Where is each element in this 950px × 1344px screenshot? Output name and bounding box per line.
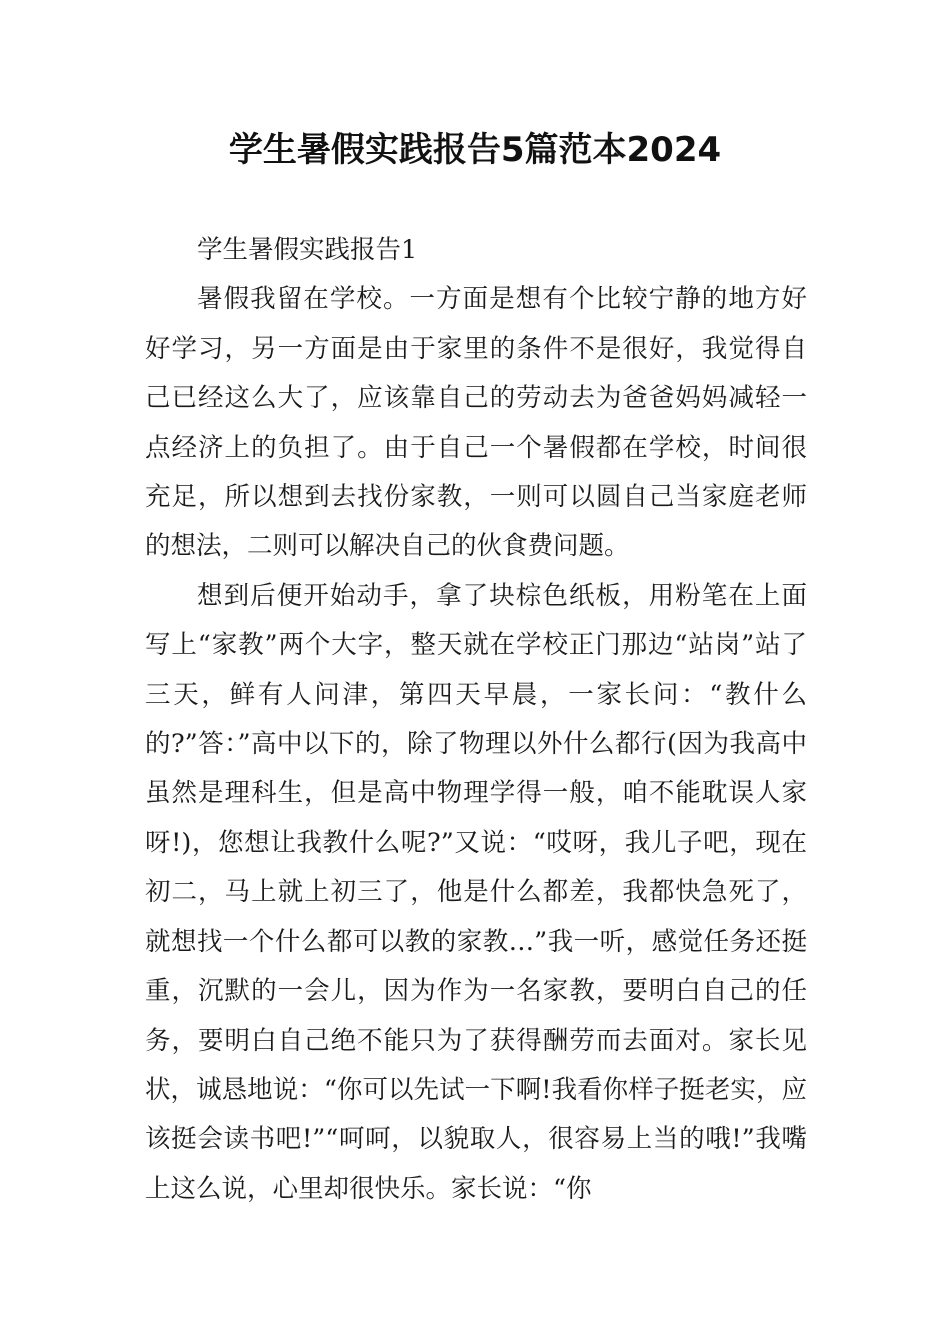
body-paragraph: 想到后便开始动手，拿了块棕色纸板，用粉笔在上面写上“家教”两个大字，整天就在学校正门那边“站岗”站了三天，鲜有人问津，第四天早晨，一家长问：“教什么的?”答：”高中以下的，除了物理以外什么都行(因为我高中虽然是理科生，但是高中物理学得一般，咱不能耽误人家呀!)，您想让我教什么呢?”又说：“哎呀，我儿子吧，现在初二，马上就上初三了，他是什么都差，我都快急死了，就想找一个什么都可以教的家教…”我一听，感觉任务还挺重，沉默的一会儿，因为作为一名家教，要明白自己的任务，要明白自己绝不能只为了获得酬劳而去面对。家长见状，诚恳地说：“你可以先试一下啊!我看你样子挺老实，应该挺会读书吧!”“呵呵，以貌取人，很容易上当的哦!”我嘴上这么说，心里却很快乐。家长说：“你 (145, 580, 807, 1204)
section-heading: 学生暑假实践报告1 (197, 235, 418, 265)
body-paragraph: 暑假我留在学校。一方面是想有个比较宁静的地方好好学习，另一方面是由于家里的条件不是很好，我觉得自己已经这么大了，应该靠自己的劳动去为爸爸妈妈减轻一点经济上的负担了。由于自己一个暑假都在学校，时间很充足，所以想到去找份家教，一则可以圆自己当家庭老师的想法，二则可以解决自己的伙食费问题。 (145, 284, 807, 562)
document-body (145, 226, 807, 1214)
document-title: 学生暑假实践报告5篇范本2024 (228, 130, 722, 170)
